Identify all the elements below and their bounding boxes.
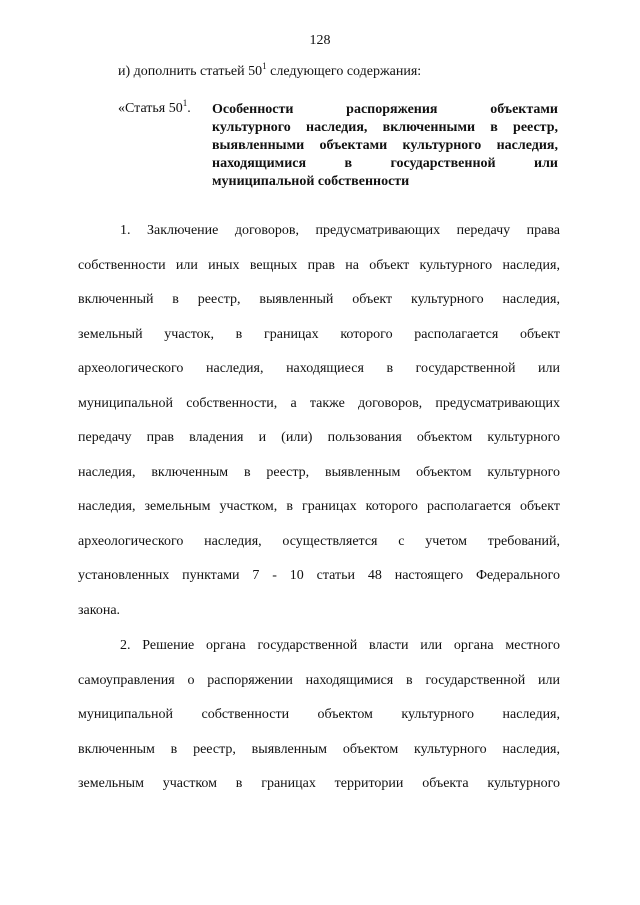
article-title-line: находящимися в государственной или [212,156,558,171]
article-label [118,98,191,117]
paragraph-2 [78,636,560,809]
intro-superscript: 1 [262,61,267,71]
article-label-dot: . [187,101,191,116]
paragraph-line: археологического наследия, осуществляется с учетом требований, [78,533,560,549]
paragraph-line: муниципальной собственности, а также договоров, предусматривающих [78,395,560,411]
paragraph-line: муниципальной собственности объектом культурного наследия, [78,707,560,722]
paragraph-line: установленных пунктами 7 - 10 статьи 48 настоящего Федерального [78,568,560,583]
paragraph-1 [78,221,560,635]
paragraph-line: 2. Решение органа государственной власти или органа местного [120,638,560,653]
paragraph-line: археологического наследия, находящиеся в государственной или [78,361,560,376]
article-title-line: Особенности распоряжения объектами [212,102,558,117]
paragraph-line: закона. [78,602,121,618]
paragraph-line: собственности или иных вещных прав на объект культурного наследия, [78,257,560,273]
intro-text-after: следующего содержания: [266,64,422,79]
article-label-text: «Статья 50 [118,101,183,116]
article-title-line: культурного наследия, включенными в реестр, [212,120,558,135]
paragraph-line: наследия, включенным в реестр, выявленным объектом культурного [78,464,560,480]
paragraph-line: включенным в реестр, выявленным объектом культурного наследия, [78,741,560,757]
article-title-line: муниципальной собственности [212,174,410,189]
page-number: 128 [309,33,331,48]
paragraph-line: земельным участком в границах территории объекта культурного [78,776,560,791]
paragraph-line: наследия, земельным участком, в границах которого располагается объект [78,499,560,514]
paragraph-line: 1. Заключение договоров, предусматривающих передачу права [120,223,560,238]
paragraph-line: передачу прав владения и (или) пользования объектом культурного [78,430,560,445]
amendment-intro [118,61,422,80]
article-title-line: выявленными объектами культурного наследия, [212,138,558,153]
article-label-superscript: 1 [182,98,188,108]
intro-text-before: и) дополнить статьей 50 [118,64,263,79]
paragraph-line: включенный в реестр, выявленный объект культурного наследия, [78,292,560,307]
paragraph-line: самоуправления о распоряжении находящимися в государственной или [78,672,560,688]
paragraph-line: земельный участок, в границах которого располагается объект [78,326,560,342]
article-title [212,101,558,191]
